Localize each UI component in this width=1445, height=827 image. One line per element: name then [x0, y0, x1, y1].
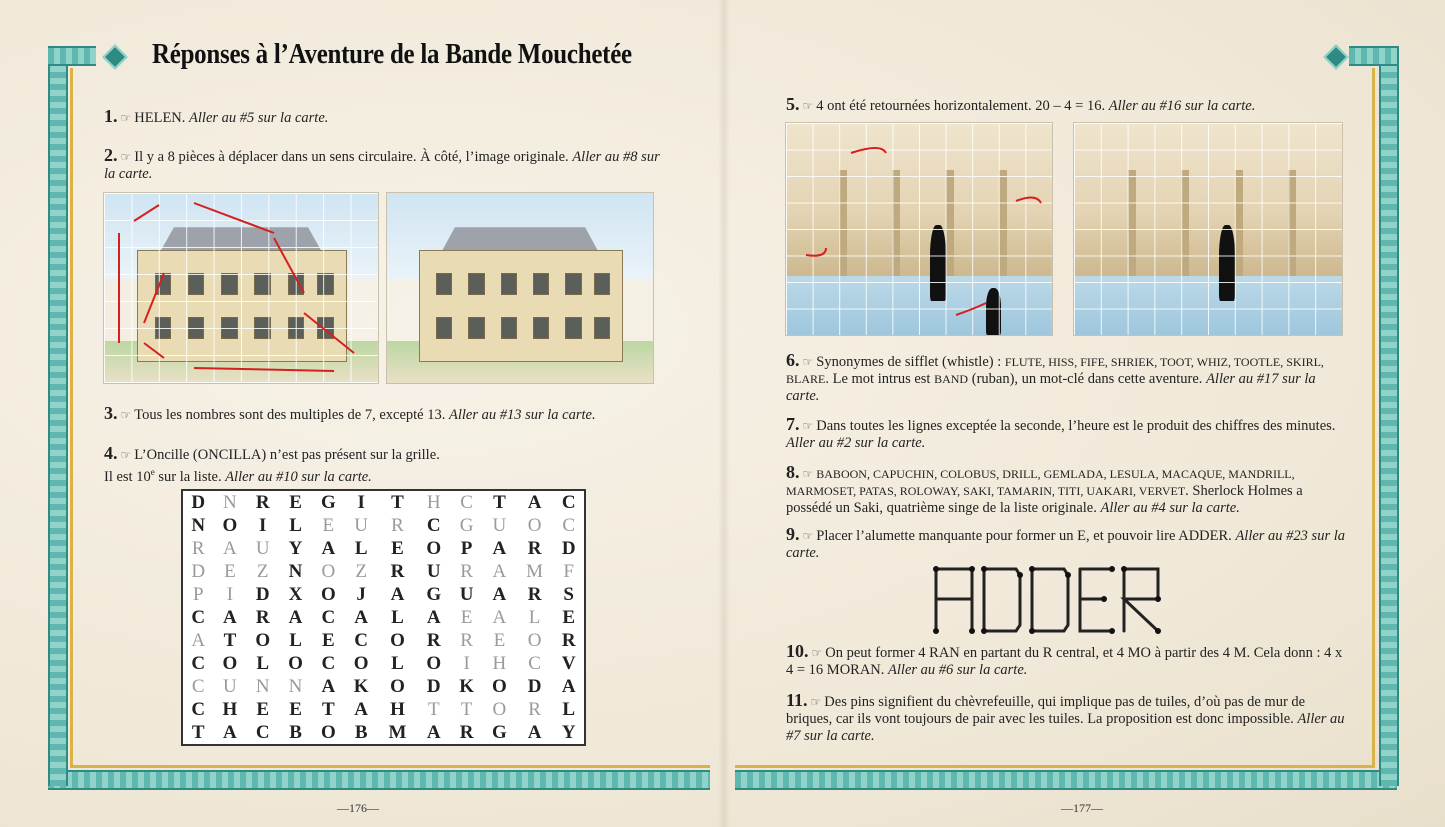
- word-grid-cell: B: [354, 721, 368, 743]
- answer-7: [786, 416, 1346, 452]
- pointing-hand-icon: ☞: [802, 419, 814, 433]
- answer-9: [786, 526, 1346, 562]
- word-grid-cell: R: [527, 537, 542, 559]
- word-grid-cell: A: [492, 606, 507, 628]
- answer-map-link: Aller au #17 sur la carte.: [786, 371, 1316, 404]
- word-grid-cell: E: [562, 606, 576, 628]
- word-grid-cell: A: [426, 721, 441, 743]
- page-title: Réponses à l’Aventure de la Bande Mouchetée: [152, 38, 632, 70]
- word-grid-cell: C: [191, 698, 206, 720]
- answer-text: (ruban), un mot-clé dans cette aventure.: [968, 371, 1207, 387]
- word-grid-cell: A: [288, 606, 303, 628]
- word-grid-cell: A: [321, 675, 336, 697]
- word-grid-cell: L: [562, 698, 576, 720]
- answer-number: 2.: [104, 145, 118, 165]
- word-grid-cell: O: [527, 629, 542, 651]
- word-grid-cell: C: [561, 491, 576, 513]
- answer-map-link: Aller au #7 sur la carte.: [786, 711, 1345, 744]
- frame-left-top-stub: [48, 46, 96, 66]
- frame-left-gold-line: [70, 68, 73, 768]
- pointing-hand-icon: ☞: [802, 355, 814, 369]
- word-grid-cell: O: [353, 652, 369, 674]
- word-grid-row: [183, 721, 584, 744]
- word-grid-cell: O: [492, 698, 507, 720]
- word-grid-row: [183, 514, 584, 537]
- answer-word-list: BABOON, CAPUCHIN, COLOBUS, DRILL, GEMLADA, LESULA, MACAQUE, MANDRILL, MARMOSET, PATAS, ROLOWAY, SAKI, TAMARIN, TITI, UAKARI, VERVET: [786, 467, 1295, 498]
- word-grid-cell: R: [255, 491, 270, 513]
- word-grid-cell: F: [563, 560, 574, 582]
- word-grid-cell: L: [391, 652, 404, 674]
- word-grid-row: [183, 629, 584, 652]
- answer-map-link: Aller au #4 sur la carte.: [1100, 500, 1240, 516]
- word-grid-cell: C: [191, 675, 205, 697]
- word-grid-cell: G: [459, 514, 474, 536]
- word-grid-cell: P: [460, 537, 473, 559]
- answer-1: [104, 108, 664, 127]
- word-grid-cell: I: [259, 514, 267, 536]
- answer-map-link: Aller au #10 sur la carte.: [225, 468, 372, 485]
- word-grid-cell: Y: [561, 721, 576, 743]
- word-search-table: [183, 491, 584, 744]
- superscript: e: [150, 467, 155, 477]
- word-grid-cell: C: [460, 491, 473, 513]
- word-grid-cell: U: [492, 514, 507, 536]
- word-grid-cell: O: [492, 675, 507, 697]
- word-grid-cell: U: [223, 675, 237, 697]
- word-grid-cell: E: [224, 560, 236, 582]
- word-grid-cell: E: [256, 698, 270, 720]
- frame-left-gold-line-bottom: [70, 765, 710, 768]
- answer-text: . Le mot intrus est: [825, 371, 935, 387]
- word-grid-cell: N: [255, 675, 270, 697]
- word-grid-cell: A: [354, 606, 369, 628]
- word-grid-cell: O: [390, 629, 405, 651]
- answer-number: 9.: [786, 524, 800, 544]
- frame-left-side: [48, 46, 68, 786]
- word-grid-cell: A: [191, 629, 206, 651]
- word-grid-cell: U: [426, 560, 441, 582]
- word-grid-cell: V: [561, 652, 576, 674]
- answer-word-list: FLUTE, HISS, FIFE, SHRIEK, TOOT, WHIZ, TOOTLE, SKIRL, BLARE: [786, 355, 1324, 386]
- pointing-hand-icon: ☞: [802, 99, 814, 113]
- word-grid-cell: H: [426, 491, 441, 513]
- word-grid-cell: R: [390, 560, 405, 582]
- word-grid-cell: R: [459, 721, 474, 743]
- word-grid-cell: O: [426, 652, 442, 674]
- answer-number: 8.: [786, 462, 800, 482]
- answer-text: sur la liste.: [154, 468, 226, 485]
- word-grid-cell: C: [191, 652, 206, 674]
- word-grid-cell: K: [353, 675, 369, 697]
- answer-text: Il y a 8 pièces à déplacer dans un sens circulaire. À côté, l’image originale.: [134, 149, 573, 165]
- word-grid-cell: N: [191, 514, 206, 536]
- answer-text: On peut former 4 RAN en partant du R central, et 4 MO à partir des 4 M. Cela donn : 4 x 4 = 16 MORAN.: [786, 645, 1343, 678]
- word-grid-cell: L: [354, 537, 368, 559]
- answer-text: L’Oncille (ONCILLA) n’est pas présent sur la grille.: [134, 447, 440, 463]
- word-grid-cell: A: [223, 606, 237, 628]
- palace-original-image: [1073, 122, 1343, 336]
- word-grid-cell: Z: [256, 560, 269, 582]
- answer-number: 1.: [104, 106, 118, 126]
- word-grid-cell: L: [391, 606, 404, 628]
- frame-right-top-stub: [1349, 46, 1397, 66]
- pointing-hand-icon: ☞: [811, 646, 823, 660]
- word-grid-cell: A: [527, 491, 542, 513]
- pointing-hand-icon: ☞: [120, 408, 132, 422]
- word-grid-cell: O: [288, 652, 303, 674]
- word-grid-cell: R: [561, 629, 576, 651]
- word-grid-cell: A: [492, 560, 507, 582]
- matchstick-word: ADDER: [1046, 615, 1050, 616]
- word-grid-cell: T: [223, 629, 237, 651]
- answer-number: 10.: [786, 641, 809, 661]
- word-grid-cell: R: [460, 560, 473, 582]
- word-grid-cell: T: [427, 698, 440, 720]
- word-grid-cell: U: [255, 537, 270, 559]
- word-grid-cell: T: [322, 698, 335, 720]
- word-grid-row: [183, 491, 584, 514]
- page-number-left: —176—: [337, 801, 379, 815]
- word-grid-cell: P: [192, 583, 204, 605]
- palace-puzzle-image: [785, 122, 1053, 336]
- answer-3: [104, 405, 684, 424]
- word-grid-row: [183, 583, 584, 606]
- answer-map-link: Aller au #8 sur la carte.: [104, 149, 660, 182]
- word-grid-cell: O: [321, 560, 336, 582]
- word-grid-cell: E: [493, 629, 506, 651]
- word-grid-cell: O: [426, 537, 442, 559]
- answer-text: Synonymes de sifflet (whistle) :: [816, 354, 1005, 370]
- answer-text: Placer l’alumette manquante pour former un E, et pouvoir lire ADDER.: [816, 528, 1236, 544]
- word-grid-cell: A: [492, 583, 507, 605]
- word-grid-cell: R: [191, 537, 205, 559]
- word-grid-cell: S: [563, 583, 574, 605]
- word-grid-cell: A: [426, 606, 441, 628]
- word-grid-row: [183, 606, 584, 629]
- pointing-hand-icon: ☞: [802, 467, 814, 481]
- word-grid-cell: R: [391, 514, 404, 536]
- answer-map-link: Aller au #23 sur la carte.: [786, 528, 1345, 561]
- word-grid-cell: T: [191, 721, 205, 743]
- word-grid-cell: H: [222, 698, 238, 720]
- word-grid-cell: T: [460, 698, 473, 720]
- word-grid-cell: C: [191, 606, 206, 628]
- answer-text: Dans toutes les lignes exceptée la seconde, l’heure est le produit des chiffres des minutes.: [816, 418, 1336, 434]
- word-grid-cell: C: [426, 514, 441, 536]
- word-grid-cell: T: [493, 491, 506, 513]
- red-arrows: [104, 193, 378, 383]
- word-grid-cell: C: [321, 606, 336, 628]
- page-number-right: —177—: [1061, 801, 1103, 815]
- word-grid-cell: R: [460, 629, 473, 651]
- word-grid-cell: G: [320, 491, 336, 513]
- pointing-hand-icon: ☞: [120, 448, 132, 462]
- answer-text: 4 ont été retournées horizontalement. 20 – 4 = 16.: [816, 98, 1109, 114]
- word-grid-cell: D: [255, 583, 270, 605]
- word-grid-cell: M: [526, 560, 544, 582]
- word-grid-cell: O: [255, 629, 271, 651]
- word-grid-row: [183, 698, 584, 721]
- frame-right-gold-line-bottom: [735, 765, 1375, 768]
- answer-keyword: BAND: [934, 372, 969, 386]
- answer-8: [786, 464, 1346, 517]
- word-grid-row: [183, 652, 584, 675]
- word-grid-cell: Z: [355, 560, 367, 582]
- frame-right-bottom: [735, 770, 1397, 790]
- answer-number: 3.: [104, 403, 118, 423]
- word-grid-cell: A: [390, 583, 405, 605]
- word-grid-cell: L: [256, 652, 270, 674]
- answer-number: 4.: [104, 443, 118, 463]
- matchstick-adder-image: [932, 565, 1164, 635]
- red-arrows: [786, 123, 1052, 335]
- word-grid-row: [183, 560, 584, 583]
- answer-11: [786, 692, 1346, 745]
- word-grid-cell: I: [463, 652, 470, 674]
- word-grid-cell: D: [527, 675, 542, 697]
- pointing-hand-icon: ☞: [120, 111, 132, 125]
- word-grid-cell: L: [289, 629, 302, 651]
- word-grid-cell: H: [492, 652, 507, 674]
- word-grid-cell: G: [426, 583, 442, 605]
- answer-number: 5.: [786, 94, 800, 114]
- word-grid-cell: B: [289, 721, 302, 743]
- word-grid-cell: I: [357, 491, 365, 513]
- word-grid-cell: A: [561, 675, 576, 697]
- word-grid-cell: E: [289, 698, 302, 720]
- word-grid-cell: C: [354, 629, 369, 651]
- answer-10: [786, 643, 1346, 679]
- answer-text: HELEN.: [134, 110, 190, 126]
- word-grid-cell: R: [255, 606, 270, 628]
- word-grid-cell: A: [527, 721, 542, 743]
- answer-5: [786, 96, 1376, 115]
- answer-4: [104, 445, 684, 486]
- answer-2: [104, 147, 664, 183]
- word-grid-cell: D: [191, 560, 206, 582]
- word-grid-cell: L: [528, 606, 541, 628]
- word-grid-cell: A: [223, 537, 237, 559]
- word-grid-cell: R: [527, 583, 542, 605]
- word-grid-cell: M: [388, 721, 407, 743]
- word-grid-cell: O: [320, 583, 336, 605]
- word-grid-cell: D: [191, 491, 206, 513]
- house-puzzle-image: [103, 192, 379, 384]
- word-grid-cell: K: [459, 675, 474, 697]
- word-grid-cell: N: [223, 491, 237, 513]
- word-grid-cell: C: [562, 514, 576, 536]
- word-grid-row: [183, 675, 584, 698]
- word-grid-cell: R: [426, 629, 441, 651]
- word-grid-cell: D: [561, 537, 576, 559]
- pointing-hand-icon: ☞: [120, 150, 132, 164]
- answer-text: Tous les nombres sont des multiples de 7, excepté 13.: [134, 407, 449, 423]
- answer-text: . Sherlock Holmes a possédé un Saki, quatrième singe de la liste originale.: [786, 483, 1303, 516]
- answer-map-link: Aller au #2 sur la carte.: [786, 435, 926, 451]
- word-grid-cell: O: [222, 514, 238, 536]
- answer-number: 11.: [786, 690, 808, 710]
- pointing-hand-icon: ☞: [802, 529, 814, 543]
- word-grid-row: [183, 537, 584, 560]
- word-grid-cell: O: [222, 652, 238, 674]
- word-grid-cell: O: [390, 675, 405, 697]
- word-grid-cell: A: [492, 537, 507, 559]
- word-grid-cell: J: [356, 583, 366, 605]
- word-grid-cell: E: [289, 491, 302, 513]
- word-grid-cell: E: [322, 514, 335, 536]
- frame-right-side: [1379, 46, 1399, 786]
- pointing-hand-icon: ☞: [810, 695, 822, 709]
- word-grid-cell: H: [390, 698, 405, 720]
- answer-map-link: Aller au #6 sur la carte.: [888, 662, 1028, 678]
- house-original-image: [386, 192, 654, 384]
- word-grid-cell: L: [289, 514, 302, 536]
- answer-number: 6.: [786, 350, 800, 370]
- answer-map-link: Aller au #16 sur la carte.: [1108, 98, 1256, 114]
- frame-left-bottom: [48, 770, 710, 790]
- word-search-grid: [181, 489, 586, 746]
- word-grid-cell: N: [288, 675, 303, 697]
- word-grid-cell: I: [226, 583, 234, 605]
- word-grid-cell: O: [320, 721, 336, 743]
- word-grid-cell: A: [321, 537, 336, 559]
- word-grid-cell: E: [460, 606, 473, 628]
- word-grid-cell: Y: [288, 537, 303, 559]
- answer-map-link: Aller au #5 sur la carte.: [189, 110, 329, 126]
- word-grid-cell: C: [255, 721, 270, 743]
- word-grid-cell: A: [223, 721, 237, 743]
- book-gutter: [718, 0, 730, 827]
- word-grid-cell: E: [391, 537, 404, 559]
- word-grid-cell: G: [492, 721, 507, 743]
- word-grid-cell: U: [459, 583, 474, 605]
- word-grid-cell: E: [322, 629, 335, 651]
- answer-text: Des pins signifient du chèvrefeuille, qui implique pas de tuiles, d’où pas de mur de briques, car ils vont toujours de pair avec les tuiles. La proposition est donc impossible.: [786, 694, 1306, 727]
- word-grid-cell: C: [528, 652, 541, 674]
- answer-number: 7.: [786, 414, 800, 434]
- answer-map-link: Aller au #13 sur la carte.: [448, 407, 596, 423]
- answer-6: [786, 352, 1346, 405]
- word-grid-cell: U: [354, 514, 369, 536]
- word-grid-cell: X: [288, 583, 303, 605]
- word-grid-cell: T: [391, 491, 404, 513]
- word-grid-cell: A: [354, 698, 369, 720]
- word-grid-cell: O: [527, 514, 542, 536]
- word-grid-cell: R: [528, 698, 541, 720]
- word-grid-cell: D: [426, 675, 441, 697]
- answer-text: Il est 10: [104, 468, 151, 485]
- word-grid-cell: N: [288, 560, 303, 582]
- word-grid-cell: C: [321, 652, 336, 674]
- frame-right-gold-line: [1372, 68, 1375, 768]
